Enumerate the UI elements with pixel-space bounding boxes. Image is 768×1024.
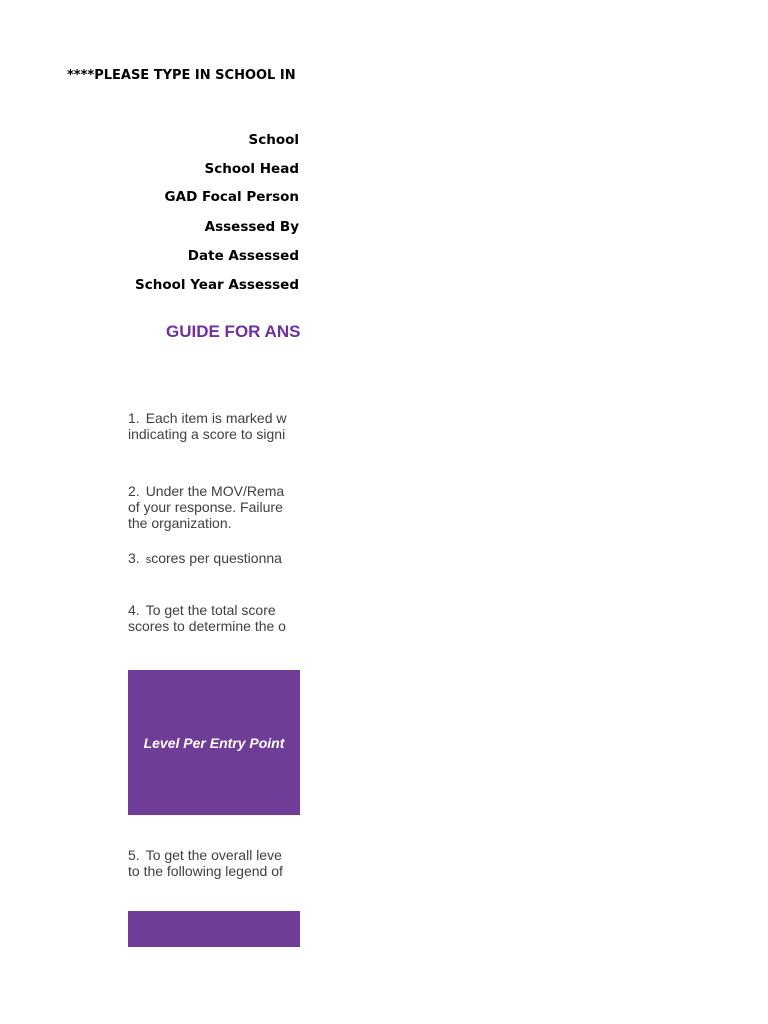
- guide-title: GUIDE FOR ANS: [166, 322, 300, 341]
- step-text-line: to the following legend of: [128, 863, 283, 879]
- field-label-school-head: School Head: [204, 161, 299, 177]
- step-text-line: the organization.: [128, 515, 232, 531]
- step-number: 1.: [128, 410, 140, 426]
- field-label-school-year-assessed: School Year Assessed: [135, 277, 299, 293]
- field-label-date-assessed: Date Assessed: [187, 248, 299, 264]
- field-label-school: School: [248, 132, 299, 148]
- sheet-visible-area: [0, 0, 300, 1024]
- type-school-info-instruction: ****PLEASE TYPE IN SCHOOL IN: [67, 68, 296, 83]
- overall-level-legend-header: [128, 911, 300, 947]
- step-first-letter: s: [145, 554, 152, 566]
- step-text-line: To get the total score: [145, 602, 276, 618]
- guide-step-5: [128, 847, 283, 879]
- step-text-line: scores to determine the o: [128, 618, 286, 634]
- field-label-gad-focal-person: GAD Focal Person: [164, 189, 299, 205]
- step-text-line: of your response. Failure: [128, 499, 283, 515]
- field-label-assessed-by: Assessed By: [204, 219, 299, 235]
- guide-step-3: [128, 550, 282, 568]
- guide-step-1: [128, 410, 287, 442]
- guide-step-4: [128, 602, 286, 634]
- step-number: 5.: [128, 847, 140, 863]
- guide-step-2: [128, 483, 284, 531]
- step-text-line: cores per questionna: [151, 550, 282, 566]
- step-text-line: indicating a score to signi: [128, 426, 286, 442]
- level-per-entry-point-label: Level Per Entry Point: [143, 734, 285, 751]
- level-per-entry-point-header: [128, 670, 300, 815]
- step-text-line: Under the MOV/Rema: [145, 483, 285, 499]
- step-number: 2.: [128, 483, 140, 499]
- step-text-line: Each item is marked w: [145, 410, 287, 426]
- step-text-line: To get the overall leve: [145, 847, 282, 863]
- step-number: 3.: [128, 550, 140, 566]
- step-number: 4.: [128, 602, 140, 618]
